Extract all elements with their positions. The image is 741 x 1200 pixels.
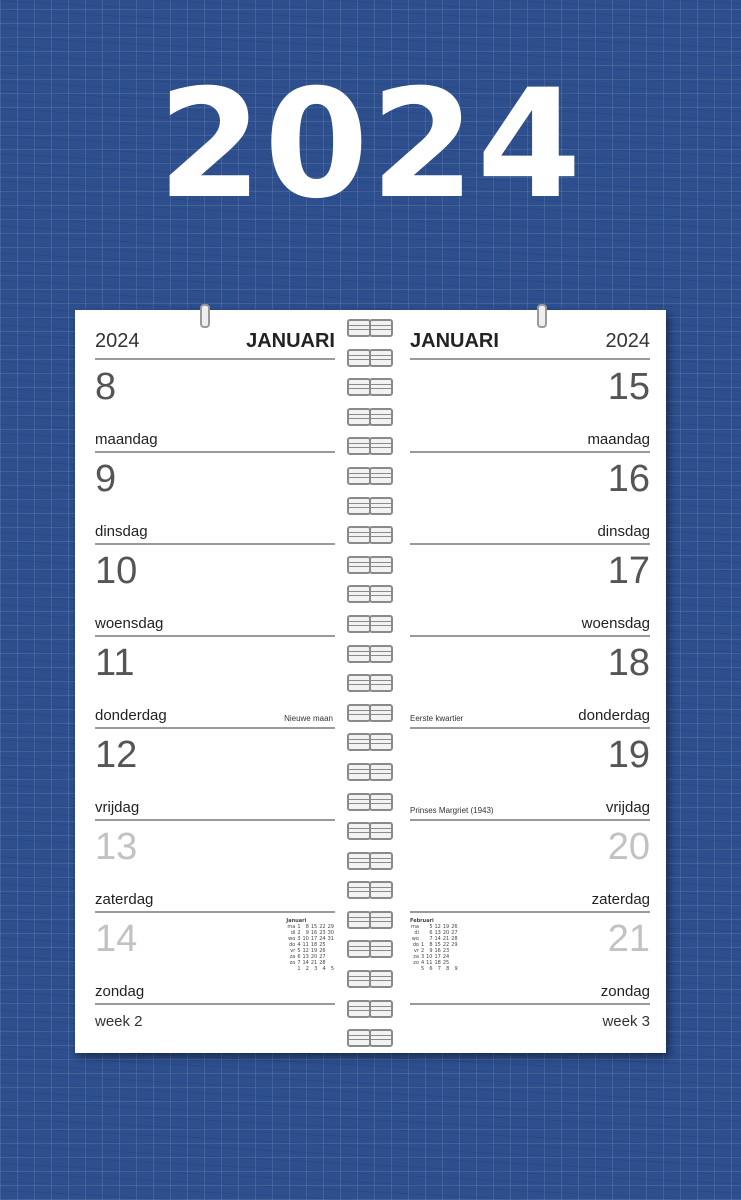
mini-calendar-cell: 6 — [297, 954, 301, 960]
mini-calendar-cell — [410, 966, 420, 972]
mini-calendar-cell: 7 — [429, 936, 433, 942]
spiral-coil-icon — [345, 878, 395, 900]
mini-calendar-cell: 1 — [297, 966, 301, 972]
day-row — [410, 636, 650, 729]
mini-calendar-cell: 3 — [314, 966, 318, 972]
right-page — [410, 310, 650, 1053]
mini-calendar-cell: 26 — [319, 948, 326, 954]
mini-calendar-cell: 21 — [442, 936, 450, 942]
right-header — [410, 328, 650, 360]
mini-calendar-cell: 7 — [297, 960, 301, 966]
day-name: vrijdag — [95, 799, 140, 816]
day-row — [95, 728, 335, 821]
mini-calendar-cell: 8 — [429, 942, 433, 948]
day-row — [95, 912, 335, 1005]
mini-calendar-cell: 13 — [302, 954, 309, 960]
spiral-coil-icon — [345, 553, 395, 575]
mini-calendar-cell: do — [412, 942, 419, 948]
day-note: Eerste kwartier — [410, 714, 464, 723]
mini-calendar-cell: 22 — [319, 924, 326, 930]
mini-calendar-cell: 31 — [327, 936, 334, 942]
day-row — [95, 636, 335, 729]
spiral-coil-icon — [345, 701, 395, 723]
mini-calendar-cell: za — [413, 954, 419, 960]
spiral-coil-icon — [345, 464, 395, 486]
day-number: 11 — [95, 642, 135, 684]
day-name: maandag — [587, 431, 650, 448]
left-header-year: 2024 — [95, 330, 140, 352]
mini-calendar-cell: 9 — [305, 930, 309, 936]
day-row — [95, 544, 335, 637]
mini-calendar-cell: zo — [289, 960, 296, 966]
mini-calendar-cell: za — [289, 954, 296, 960]
mini-calendar-cell: 24 — [442, 954, 450, 960]
mini-calendar-cell: 20 — [310, 954, 318, 960]
mini-calendar-cell: 3 — [297, 936, 301, 942]
day-row — [95, 452, 335, 545]
day-note: Nieuwe maan — [284, 714, 333, 723]
mini-calendar-cell: 29 — [327, 924, 334, 930]
mini-calendar-cell: 15 — [434, 942, 441, 948]
mini-calendar-cell: 18 — [434, 960, 441, 966]
mini-calendar-cell: 17 — [310, 936, 318, 942]
mini-calendar-cell: 12 — [434, 924, 441, 930]
spiral-coil-icon — [345, 997, 395, 1019]
day-name: maandag — [95, 431, 158, 448]
mini-calendar-cell: 10 — [426, 954, 433, 960]
mini-calendar-cell: di — [290, 930, 296, 936]
spiral-coil-icon — [345, 494, 395, 516]
spiral-binding — [345, 316, 395, 1056]
left-page — [95, 310, 335, 1053]
mini-calendar-cell: 19 — [310, 948, 318, 954]
mini-calendar-cell: 28 — [319, 960, 326, 966]
spiral-coil-icon — [345, 967, 395, 989]
mini-calendar-cell — [286, 966, 296, 972]
mini-calendar-cell: 12 — [302, 948, 309, 954]
spiral-coil-icon — [345, 849, 395, 871]
mini-calendar-cell: 21 — [310, 960, 318, 966]
mini-calendar-cell: 5 — [429, 924, 433, 930]
mini-calendar-title: Januari — [286, 918, 307, 924]
day-number: 13 — [95, 826, 138, 868]
day-number: 19 — [607, 734, 650, 776]
mini-calendar-cell: 23 — [319, 930, 326, 936]
right-header-month: JANUARI — [410, 330, 499, 352]
mini-calendar-cell: 8 — [305, 924, 309, 930]
mini-calendar-cell: 1 — [297, 924, 301, 930]
mini-calendar-cell: 9 — [429, 948, 433, 954]
day-row — [410, 820, 650, 913]
day-name: zaterdag — [591, 891, 650, 908]
day-name: woensdag — [95, 615, 164, 632]
mini-calendar-cell: vr — [413, 948, 419, 954]
spiral-coil-icon — [345, 582, 395, 604]
day-number: 15 — [607, 366, 650, 408]
day-row — [410, 544, 650, 637]
mini-calendar-cell: ma — [411, 924, 419, 930]
mini-calendar-cell: 5 — [420, 966, 425, 972]
mini-calendar-cell: 2 — [420, 948, 425, 954]
mini-calendar-cell: 2 — [297, 930, 301, 936]
right-header-year: 2024 — [605, 330, 650, 352]
day-row — [95, 820, 335, 913]
left-week-label: week 2 — [95, 1013, 143, 1030]
day-name: vrijdag — [605, 799, 650, 816]
spiral-coil-icon — [345, 642, 395, 664]
spiral-coil-icon — [345, 730, 395, 752]
mini-calendar-cell: 14 — [434, 936, 441, 942]
mini-calendar — [286, 918, 335, 972]
spiral-coil-icon — [345, 1026, 395, 1048]
mini-calendar-cell: ma — [287, 924, 296, 930]
mini-calendar-cell: 4 — [420, 960, 425, 966]
mini-calendar-cell: 16 — [434, 948, 441, 954]
spiral-coil-icon — [345, 434, 395, 456]
day-name: zondag — [600, 983, 650, 1000]
mini-calendar-cell: 4 — [322, 966, 326, 972]
mini-calendar-cell: 27 — [319, 954, 326, 960]
mini-calendar-cell: 13 — [434, 930, 441, 936]
mini-calendar-cell: wo — [288, 936, 296, 942]
spiral-coil-icon — [345, 405, 395, 427]
spiral-coil-icon — [345, 316, 395, 338]
mini-calendar-title: Februari — [410, 918, 434, 924]
day-name: zaterdag — [95, 891, 154, 908]
mini-calendar-cell: 7 — [437, 966, 441, 972]
day-number: 10 — [95, 550, 138, 592]
mini-calendar-cell: 1 — [420, 942, 425, 948]
day-name: woensdag — [581, 615, 650, 632]
day-row — [410, 728, 650, 821]
day-number: 21 — [607, 918, 650, 960]
spiral-coil-icon — [345, 760, 395, 782]
mini-calendar-cell: 9 — [454, 966, 458, 972]
day-name: dinsdag — [597, 523, 650, 540]
day-name: donderdag — [95, 707, 167, 724]
mini-calendar-cell: 3 — [420, 954, 425, 960]
mini-calendar-cell: 14 — [302, 960, 309, 966]
mini-calendar-cell: 26 — [451, 924, 458, 930]
mini-calendar-cell: 18 — [310, 942, 318, 948]
mini-calendar — [410, 918, 459, 972]
day-row — [410, 360, 650, 453]
calendar-sheet — [75, 310, 666, 1053]
spiral-coil-icon — [345, 790, 395, 812]
mini-calendar-cell: 25 — [442, 960, 450, 966]
day-number: 9 — [95, 458, 117, 500]
day-name: dinsdag — [95, 523, 148, 540]
mini-calendar-cell: 22 — [442, 942, 450, 948]
day-row — [410, 912, 650, 1005]
mini-calendar-cell: 2 — [305, 966, 309, 972]
day-number: 16 — [607, 458, 650, 500]
mini-calendar-cell: 5 — [330, 966, 334, 972]
day-name: donderdag — [578, 707, 650, 724]
cover-year-title: 2024 — [157, 58, 584, 232]
spiral-coil-icon — [345, 523, 395, 545]
spiral-coil-icon — [345, 937, 395, 959]
mini-calendar-cell: 25 — [319, 942, 326, 948]
mini-calendar-cell: 29 — [451, 942, 458, 948]
mini-calendar-cell: 6 — [429, 966, 433, 972]
spiral-coil-icon — [345, 346, 395, 368]
spiral-coil-icon — [345, 375, 395, 397]
day-number: 12 — [95, 734, 138, 776]
right-week-label: week 3 — [602, 1013, 650, 1030]
mini-calendar-cell: 24 — [319, 936, 326, 942]
mini-calendar-cell: di — [414, 930, 419, 936]
mini-calendar-cell: 8 — [446, 966, 450, 972]
day-number: 20 — [607, 826, 650, 868]
day-name: zondag — [95, 983, 145, 1000]
mini-calendar-cell: 30 — [327, 930, 334, 936]
mini-calendar-cell: wo — [411, 936, 419, 942]
mini-calendar-cell: 16 — [310, 930, 318, 936]
mini-calendar-cell: zo — [413, 960, 419, 966]
day-row — [95, 360, 335, 453]
mini-calendar-cell: 15 — [310, 924, 318, 930]
day-row — [410, 452, 650, 545]
day-number: 14 — [95, 918, 138, 960]
mini-calendar-cell: 11 — [426, 960, 433, 966]
mini-calendar-cell: 20 — [442, 930, 450, 936]
mini-calendar-cell: 23 — [442, 948, 450, 954]
spiral-coil-icon — [345, 612, 395, 634]
spiral-coil-icon — [345, 819, 395, 841]
mini-calendar-cell: 19 — [442, 924, 450, 930]
mini-calendar-cell: 4 — [297, 942, 301, 948]
day-number: 18 — [607, 642, 650, 684]
day-number: 17 — [607, 550, 650, 592]
mini-calendar-cell: 10 — [302, 936, 309, 942]
spiral-coil-icon — [345, 671, 395, 693]
day-note: Prinses Margriet (1943) — [410, 806, 494, 815]
mini-calendar-cell: vr — [290, 948, 296, 954]
mini-calendar-cell: 17 — [434, 954, 441, 960]
left-header-month: JANUARI — [246, 330, 335, 352]
mini-calendar-cell: 27 — [451, 930, 458, 936]
mini-calendar-cell: 6 — [429, 930, 433, 936]
mini-calendar-cell: do — [289, 942, 296, 948]
mini-calendar-cell: 11 — [302, 942, 309, 948]
day-number: 8 — [95, 366, 117, 408]
left-header — [95, 328, 335, 360]
spiral-coil-icon — [345, 908, 395, 930]
mini-calendar-cell: 5 — [297, 948, 301, 954]
mini-calendar-cell: 28 — [451, 936, 458, 942]
